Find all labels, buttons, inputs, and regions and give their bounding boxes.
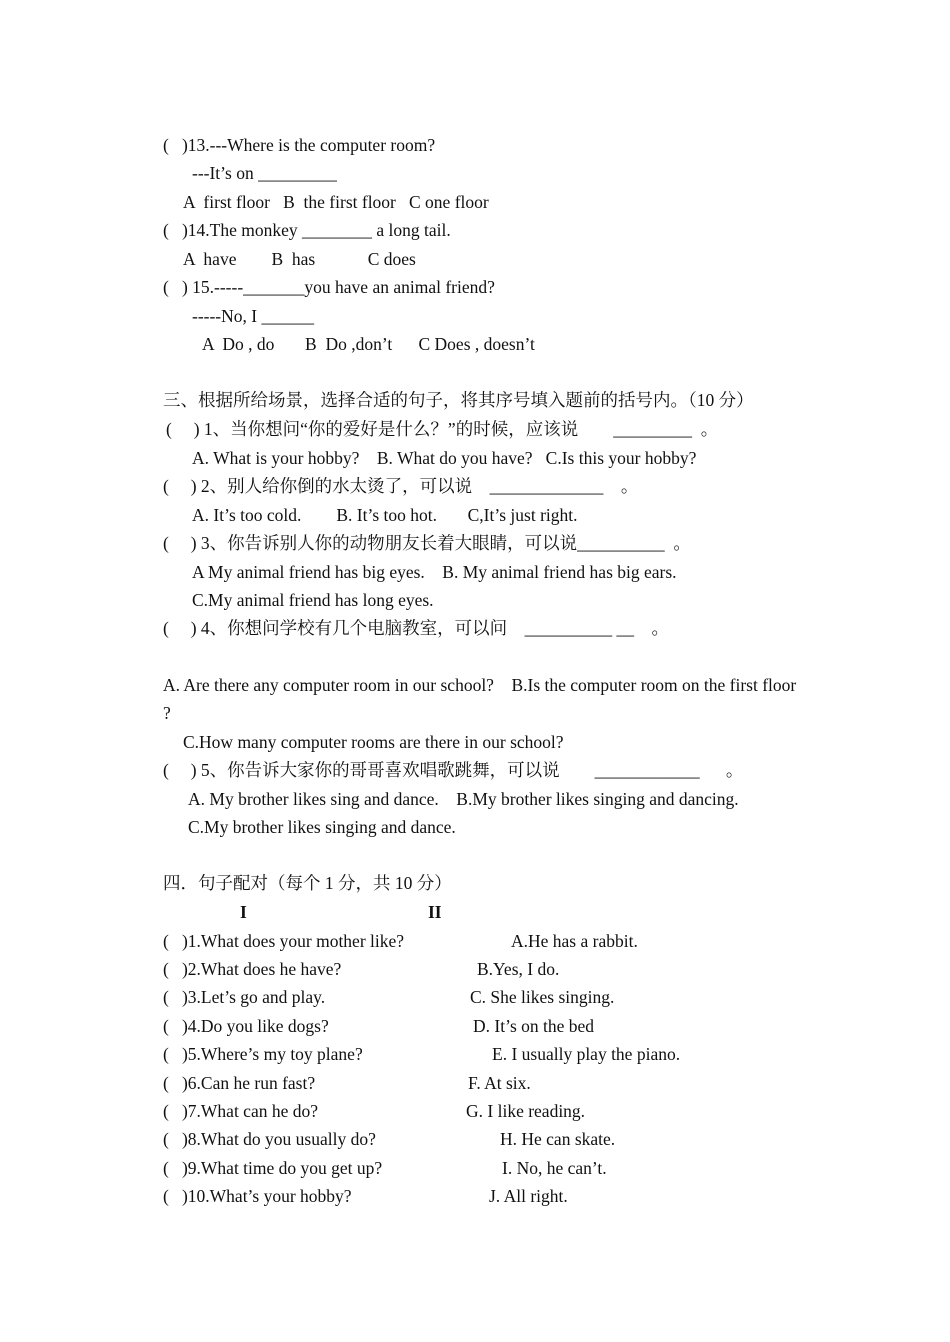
- question-14: ( )14.The monkey ________ a long tail.: [163, 220, 451, 240]
- s3-question-1: ( ) 1、当你想问“你的爱好是什么？”的时候，应该说 _________ 。: [166, 419, 719, 439]
- match-right-item: A.He has a rabbit.: [511, 931, 638, 951]
- question-14-options: A have B has C does: [183, 249, 416, 269]
- match-left-item: ( )2.What does he have?: [163, 959, 342, 979]
- s3-question-4-options-a: A. Are there any computer room in our school? B.Is the computer room on the first floor: [163, 675, 797, 695]
- column-2-header: II: [428, 902, 442, 922]
- match-left-item: ( )5.Where’s my toy plane?: [163, 1044, 363, 1064]
- match-right-item: F. At six.: [468, 1073, 531, 1093]
- match-left-item: ( )1.What does your mother like?: [163, 931, 405, 951]
- column-1-header: I: [240, 902, 247, 922]
- match-left-item: ( )4.Do you like dogs?: [163, 1016, 329, 1036]
- match-right-item: B.Yes, I do.: [477, 959, 560, 979]
- question-15-answer-line: -----No, I ______: [192, 306, 314, 326]
- question-13: ( )13.---Where is the computer room?: [163, 135, 436, 155]
- match-left-item: ( )3.Let’s go and play.: [163, 987, 326, 1007]
- s3-question-4-options-b: C.How many computer rooms are there in our school?: [183, 732, 564, 752]
- s3-question-5-options-b: C.My brother likes singing and dance.: [188, 817, 456, 837]
- match-right-item: G. I like reading.: [466, 1101, 586, 1121]
- s3-question-3: ( ) 3、你告诉别人你的动物朋友长着大眼睛，可以说__________ 。: [163, 533, 691, 553]
- match-right-item: E. I usually play the piano.: [492, 1044, 681, 1064]
- s3-question-1-options: A. What is your hobby? B. What do you have? C.Is this your hobby?: [192, 448, 697, 468]
- match-right-item: J. All right.: [489, 1186, 568, 1206]
- s3-question-2: ( ) 2、别人给你倒的水太烫了，可以说 _____________ 。: [163, 476, 639, 496]
- question-13-options: A first floor B the first floor C one floor: [183, 192, 489, 212]
- match-left-item: ( )7.What can he do?: [163, 1101, 318, 1121]
- s3-question-4: ( ) 4、你想问学校有几个电脑教室，可以问 __________ __ 。: [163, 618, 670, 638]
- match-left-item: ( )10.What’s your hobby?: [163, 1186, 352, 1206]
- match-right-item: H. He can skate.: [500, 1129, 616, 1149]
- s3-question-2-options: A. It’s too cold. B. It’s too hot. C,It’s just right.: [192, 505, 578, 525]
- section-4-title: 四．句子配对（每个 1 分，共 10 分）: [163, 873, 452, 893]
- s3-question-3-options-b: C.My animal friend has long eyes.: [192, 590, 434, 610]
- question-13-answer-line: ---It’s on _________: [192, 163, 337, 183]
- match-left-item: ( )6.Can he run fast?: [163, 1073, 316, 1093]
- question-15: ( ) 15.-----_______you have an animal friend?: [163, 277, 495, 297]
- match-right-item: D. It’s on the bed: [473, 1016, 595, 1036]
- s3-question-3-options-a: A My animal friend has big eyes. B. My animal friend has big ears.: [192, 562, 677, 582]
- match-left-item: ( )8.What do you usually do?: [163, 1129, 376, 1149]
- section-3-title: 三、根据所给场景，选择合适的句子，将其序号填入题前的括号内。（10 分）: [163, 390, 754, 410]
- question-15-options: A Do , do B Do ,don’t C Does , doesn’t: [202, 334, 535, 354]
- match-left-item: ( )9.What time do you get up?: [163, 1158, 383, 1178]
- s3-question-5: ( ) 5、你告诉大家你的哥哥喜欢唱歌跳舞，可以说 ____________ 。: [163, 760, 744, 780]
- s3-question-5-options-a: A. My brother likes sing and dance. B.My brother likes singing and dancing.: [188, 789, 739, 809]
- s3-question-4-options-a-tail: ?: [163, 703, 171, 723]
- match-right-item: C. She likes singing.: [470, 987, 615, 1007]
- match-right-item: I. No, he can’t.: [502, 1158, 607, 1178]
